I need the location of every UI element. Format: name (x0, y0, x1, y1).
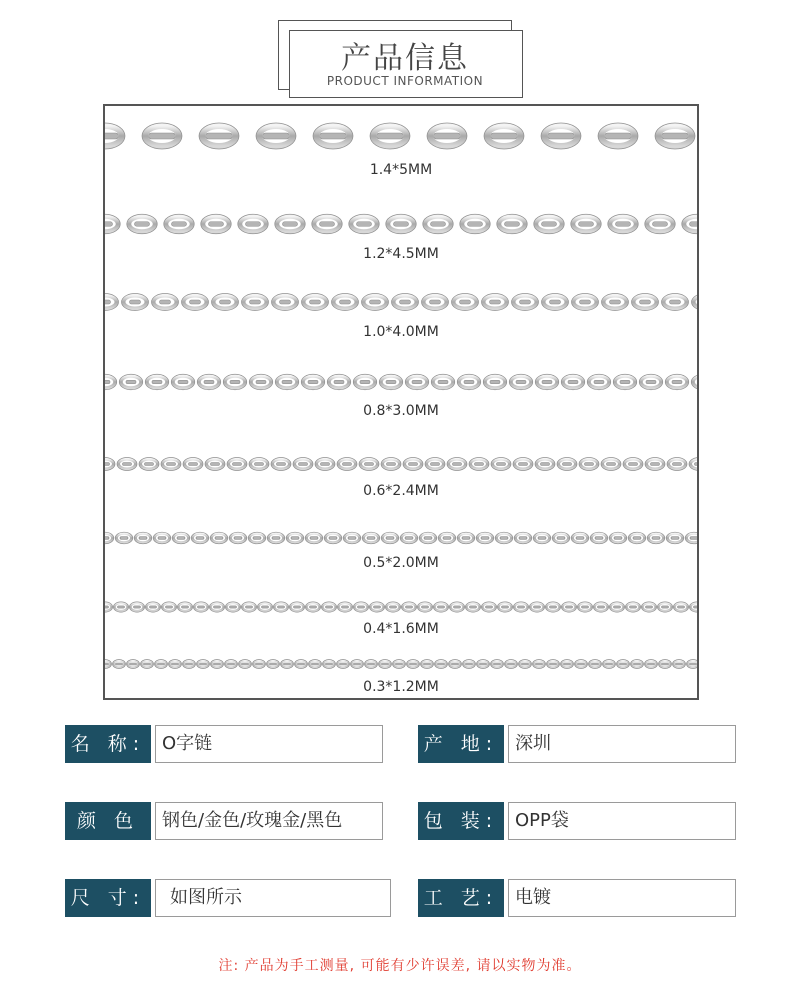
origin-value: 深圳 (508, 725, 736, 763)
chain-row-5 (105, 458, 697, 471)
chain-label-7: 0.4*1.6MM (363, 621, 439, 637)
name-value: O字链 (155, 725, 383, 763)
color-label: 颜 色 (65, 802, 151, 840)
craft-value: 电镀 (508, 879, 736, 917)
chain-label-1: 1.4*5MM (369, 162, 433, 178)
color-value: 钢色/金色/玫瑰金/黑色 (155, 802, 383, 840)
size-value: 如图所示 (155, 879, 391, 917)
craft-label: 工 艺: (418, 879, 504, 917)
chain-row-7 (105, 602, 697, 612)
disclaimer-note: 注: 产品为手工测量, 可能有少许误差, 请以实物为准。 (218, 958, 582, 974)
chain-label-6: 0.5*2.0MM (363, 555, 439, 571)
origin-label: 产 地: (418, 725, 504, 763)
chain-label-8: 0.3*1.2MM (363, 679, 439, 695)
chain-label-3: 1.0*4.0MM (363, 324, 439, 340)
chain-row-4 (105, 374, 697, 390)
package-label: 包 装: (418, 802, 504, 840)
chain-row-1 (105, 123, 697, 149)
chain-photo-panel (103, 104, 699, 700)
chain-row-3 (105, 294, 697, 311)
page-subtitle: PRODUCT INFORMATION (326, 74, 484, 88)
chain-row-6 (105, 532, 697, 544)
chain-row-8 (105, 660, 697, 669)
package-value: OPP袋 (508, 802, 736, 840)
page-title: 产品信息 (341, 41, 469, 76)
chain-label-5: 0.6*2.4MM (363, 483, 439, 499)
size-label: 尺 寸: (65, 879, 151, 917)
chain-label-2: 1.2*4.5MM (363, 246, 439, 262)
chain-row-2 (105, 214, 697, 234)
name-label: 名 称: (65, 725, 151, 763)
chains-illustration (105, 106, 697, 698)
chain-label-4: 0.8*3.0MM (363, 403, 439, 419)
